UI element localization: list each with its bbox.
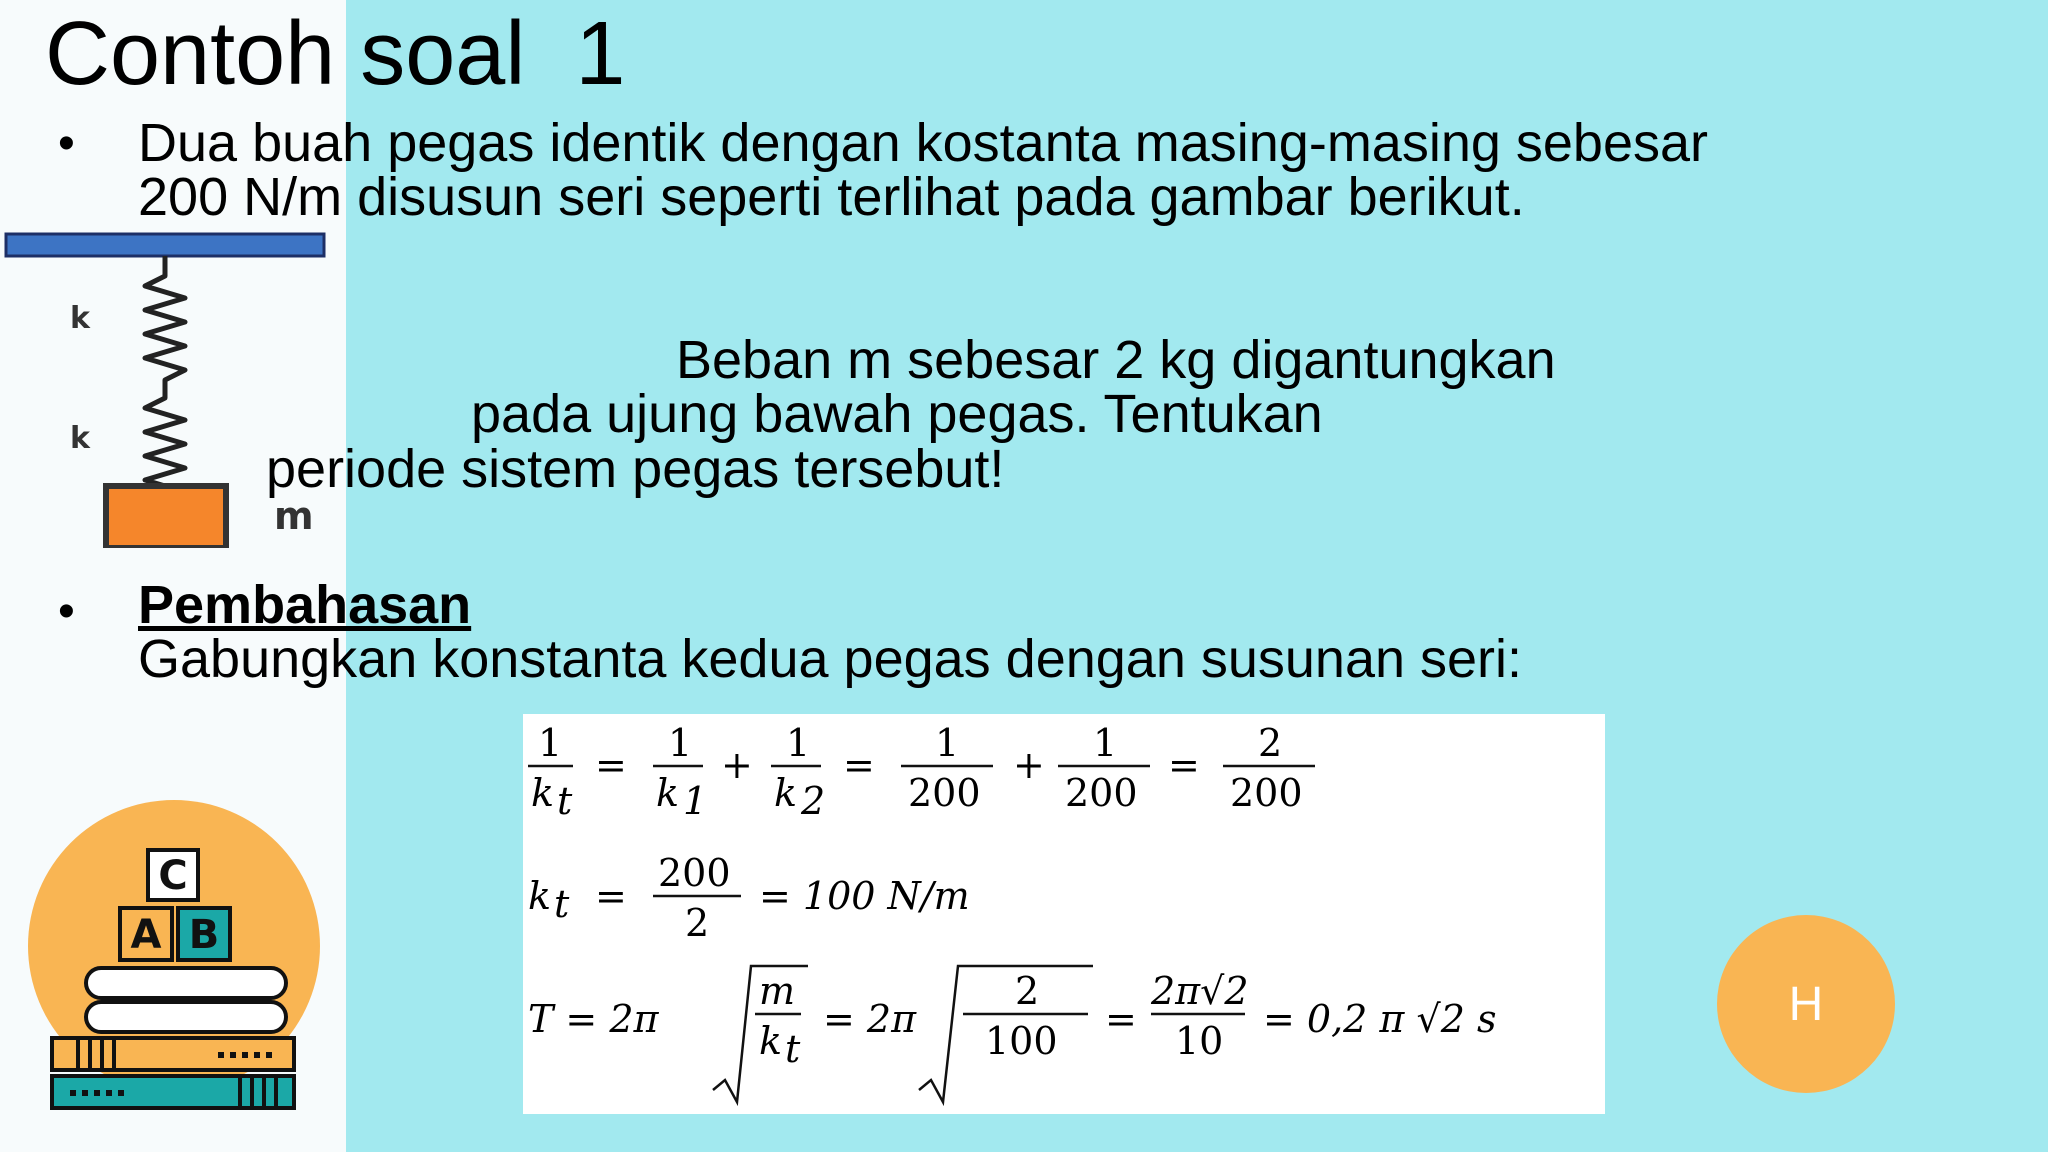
formula-r3-rad1-sub: t — [785, 1027, 801, 1071]
problem-line-3: Beban m sebesar 2 kg digantungkan — [676, 330, 1556, 390]
formula-r1-f2-den: k — [774, 771, 798, 815]
problem-line-1: Dua buah pegas identik dengan kostanta masing-masing sebesar — [138, 113, 1709, 173]
formula-r2-lhs-sub: t — [554, 882, 570, 926]
slide-title: Contoh soal 1 — [45, 4, 626, 104]
formula-r2-result: = 100 N/m — [759, 874, 970, 918]
book-teal — [52, 1076, 294, 1108]
formula-r3-rad2-num: 2 — [1015, 969, 1040, 1013]
formula-r1-f3-num: 1 — [935, 721, 960, 765]
formula-r3-mid: = 2π — [823, 997, 917, 1041]
books-blocks-illustration — [28, 800, 324, 1120]
formula-r1-plus: + — [721, 743, 753, 787]
ceiling-bar — [6, 234, 324, 256]
block-c-letter: C — [158, 853, 188, 899]
bullet-marker: • — [58, 585, 75, 638]
formula-r1-f4-den: 200 — [1065, 771, 1138, 815]
formula-r1-f2-num: 1 — [786, 721, 811, 765]
problem-line-2: 200 N/m disusun seri seperti terlihat pada gambar berikut. — [138, 167, 1525, 227]
spring-coil — [145, 256, 185, 502]
formula-r2-num: 200 — [658, 851, 731, 895]
formula-r1-f5-den: 200 — [1230, 771, 1303, 815]
book-white-2 — [86, 1002, 286, 1032]
problem-line-5: periode sistem pegas tersebut! — [266, 439, 1005, 499]
formula-r3-rad1-num: m — [759, 969, 796, 1013]
formula-r1-eq: = — [595, 743, 627, 787]
formula-r1-f1-num: 1 — [668, 721, 693, 765]
mass-label: m — [274, 494, 314, 538]
block-b-letter: B — [188, 912, 220, 958]
formula-r2-eq: = — [595, 874, 627, 918]
formula-r1-eq: = — [1168, 743, 1200, 787]
spring-label-2: k — [70, 421, 90, 456]
formula-r3-lhs: T = 2π — [528, 997, 659, 1041]
formula-r1-plus: + — [1013, 743, 1045, 787]
book-white-1 — [86, 968, 286, 998]
formula-r1-f3-den: 200 — [908, 771, 981, 815]
formula-r1-lhs-sub: t — [557, 779, 573, 823]
formula-r2-lhs: k — [528, 874, 552, 918]
formula-r2-den: 2 — [685, 901, 710, 945]
formula-r1-f1-den: k — [656, 771, 680, 815]
solution-heading: Pembahasan — [138, 575, 472, 635]
bullet-marker: • — [58, 117, 75, 170]
formula-r3-eq: = — [1105, 997, 1137, 1041]
formula-r1-f1-sub: 1 — [683, 779, 708, 823]
formula-r3-frac-num: 2π√2 — [1151, 969, 1249, 1013]
block-a-letter: A — [130, 912, 162, 958]
formula-r1-f4-num: 1 — [1093, 721, 1118, 765]
formula-r3-result: = 0,2 π √2 s — [1263, 997, 1497, 1041]
presenter-avatar[interactable]: H — [1717, 915, 1895, 1093]
solution-text: Gabungkan konstanta kedua pegas dengan susunan seri: — [138, 629, 1523, 689]
problem-line-4: pada ujung bawah pegas. Tentukan — [471, 384, 1323, 444]
formula-r3-rad1-den: k — [759, 1019, 783, 1063]
mass-block — [106, 486, 226, 548]
formula-panel — [523, 714, 1605, 1114]
formula-r1-eq: = — [843, 743, 875, 787]
formula-r1-f5-num: 2 — [1258, 721, 1283, 765]
formula-r1-lhs-den: k — [531, 771, 555, 815]
formula-r1-f2-sub: 2 — [801, 779, 826, 823]
formula-r3-frac-den: 10 — [1175, 1019, 1224, 1063]
formula-r1-lhs-num: 1 — [538, 721, 563, 765]
spring-label-1: k — [70, 301, 90, 336]
formula-r3-rad2-den: 100 — [985, 1019, 1058, 1063]
